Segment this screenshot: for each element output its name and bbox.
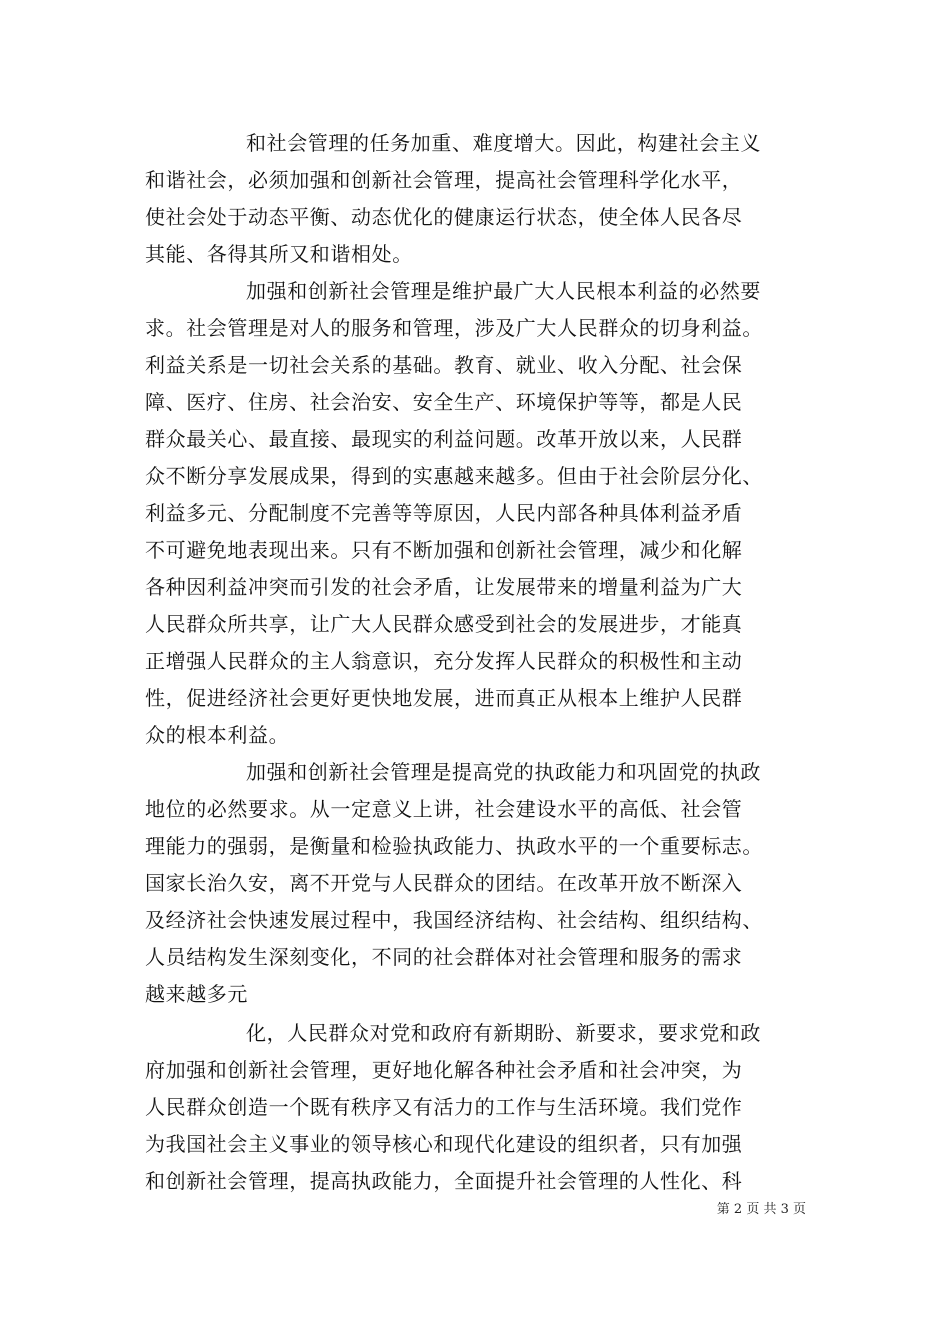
paragraph-line: 加强和创新社会管理是维护最广大人民根本利益的必然要 — [246, 279, 761, 303]
paragraph-line: 障、医疗、住房、社会治安、安全生产、环境保护等等，都是人民 — [145, 390, 743, 414]
paragraph-line: 各种因利益冲突而引发的社会矛盾，让发展带来的增量利益为广大 — [145, 575, 743, 599]
paragraph-line: 群众最关心、最直接、最现实的利益问题。改革开放以来，人民群 — [145, 427, 743, 451]
paragraph-line: 为我国社会主义事业的领导核心和现代化建设的组织者，只有加强 — [145, 1132, 743, 1156]
page-number-footer: 第 2 页 共 3 页 — [716, 1202, 806, 1217]
paragraph-line: 及经济社会快速发展过程中，我国经济结构、社会结构、组织结构、 — [145, 908, 763, 932]
paragraph-line: 利益多元、分配制度不完善等等原因，人民内部各种具体利益矛盾 — [145, 501, 743, 525]
paragraph-line: 国家长治久安，离不开党与人民群众的团结。在改革开放不断深入 — [145, 871, 743, 895]
paragraph-line: 加强和创新社会管理是提高党的执政能力和巩固党的执政 — [246, 760, 761, 784]
paragraph-line: 和创新社会管理，提高执政能力，全面提升社会管理的人性化、科 — [145, 1169, 743, 1193]
paragraph-line: 越来越多元 — [145, 982, 248, 1006]
paragraph-line: 性，促进经济社会更好更快地发展，进而真正从根本上维护人民群 — [145, 686, 743, 710]
paragraph-line: 不可避免地表现出来。只有不断加强和创新社会管理，减少和化解 — [145, 538, 743, 562]
paragraph-line: 地位的必然要求。从一定意义上讲，社会建设水平的高低、社会管 — [145, 797, 743, 821]
paragraph-line: 利益关系是一切社会关系的基础。教育、就业、收入分配、社会保 — [145, 353, 743, 377]
paragraph-line: 众的根本利益。 — [145, 723, 290, 747]
paragraph-line: 化，人民群众对党和政府有新期盼、新要求，要求党和政 — [246, 1021, 761, 1045]
paragraph-line: 人民群众所共享，让广大人民群众感受到社会的发展进步，才能真 — [145, 612, 743, 636]
paragraph-line: 众不断分享发展成果，得到的实惠越来越多。但由于社会阶层分化、 — [145, 464, 763, 488]
paragraph-line: 正增强人民群众的主人翁意识，充分发挥人民群众的积极性和主动 — [145, 649, 743, 673]
paragraph-line: 其能、各得其所又和谐相处。 — [145, 242, 413, 266]
paragraph-line: 和社会管理的任务加重、难度增大。因此，构建社会主义 — [246, 131, 761, 155]
paragraph-line: 人员结构发生深刻变化，不同的社会群体对社会管理和服务的需求 — [145, 945, 743, 969]
paragraph-line: 府加强和创新社会管理，更好地化解各种社会矛盾和社会冲突，为 — [145, 1058, 743, 1082]
paragraph-line: 理能力的强弱，是衡量和检验执政能力、执政水平的一个重要标志。 — [145, 834, 763, 858]
paragraph-line: 人民群众创造一个既有秩序又有活力的工作与生活环境。我们党作 — [145, 1095, 743, 1119]
paragraph-line: 和谐社会，必须加强和创新社会管理，提高社会管理科学化水平， — [145, 168, 743, 192]
paragraph-line: 求。社会管理是对人的服务和管理，涉及广大人民群众的切身利益。 — [145, 316, 763, 340]
paragraph-line: 使社会处于动态平衡、动态优化的健康运行状态，使全体人民各尽 — [145, 205, 743, 229]
